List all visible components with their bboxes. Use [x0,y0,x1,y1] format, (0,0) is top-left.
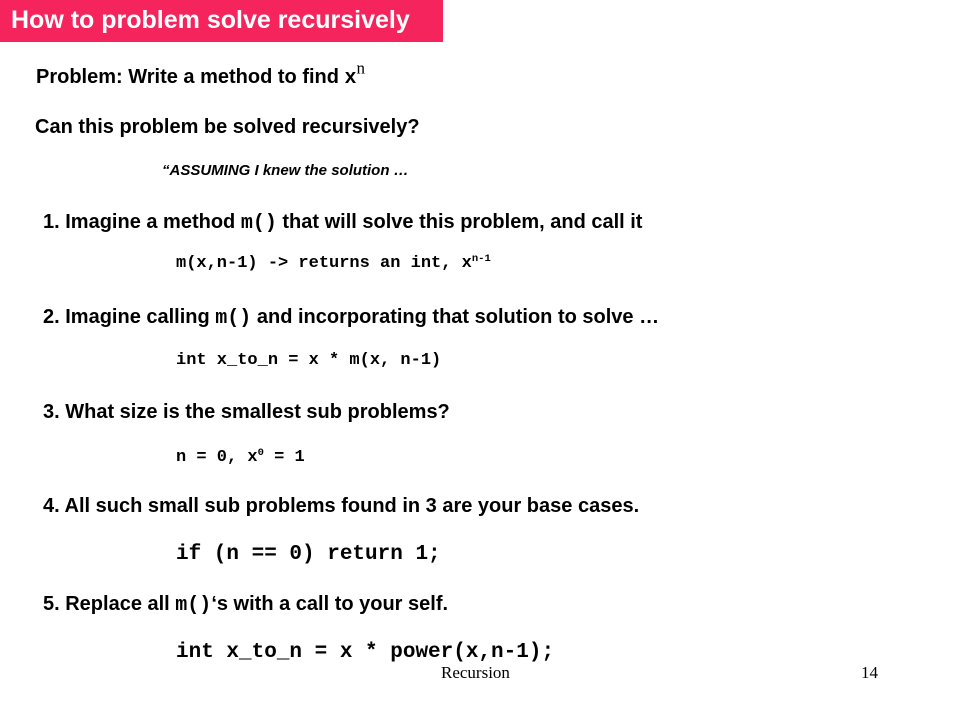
step-1-code-exponent: n-1 [471,253,491,266]
step-1-method: m() [240,212,277,235]
footer-label: Recursion [441,663,510,682]
step-3-code-text-a: n = 0, x [176,448,258,467]
step-1-text-b: that will solve this problem, and call it [276,211,643,233]
step-2-method: m() [215,307,252,330]
step-1-code-text: m(x,n-1) -> returns an int, x [176,254,472,273]
step-2-text-a: 2. Imagine calling [43,306,216,328]
step-5-text-b: ‘s with a call to your self. [211,593,449,615]
question-text: Can this problem be solved recursively? [35,116,420,138]
step-2 [43,306,659,330]
problem-text: Problem: Write a method to find [36,66,345,88]
step-2-code: int x_to_n = x * m(x, n-1) [176,351,442,370]
step-5 [43,593,448,617]
page-number: 14 [861,663,878,682]
problem-variable: x [344,67,357,90]
step-1-text-a: 1. Imagine a method [43,211,241,233]
step-2-text-b: and incorporating that solution to solve … [251,306,660,328]
step-4-code: if (n == 0) return 1; [176,543,441,566]
problem-exponent: n [356,58,366,78]
step-5-code: int x_to_n = x * power(x,n-1); [176,641,555,664]
step-3-code [176,448,305,467]
problem-statement [36,58,366,90]
step-4: 4. All such small sub problems found in 3 are your base cases. [43,495,640,517]
step-3-code-exponent: 0 [257,447,264,460]
step-1 [43,211,642,235]
step-1-code [176,254,491,273]
slide-title: How to problem solve recursively [11,6,410,34]
assumption-text: “ASSUMING I knew the solution … [162,162,409,179]
step-5-text-a: 5. Replace all [43,593,176,615]
step-5-method: m() [175,594,212,617]
step-3: 3. What size is the smallest sub problems? [43,401,450,423]
step-3-code-text-b: = 1 [263,448,305,467]
